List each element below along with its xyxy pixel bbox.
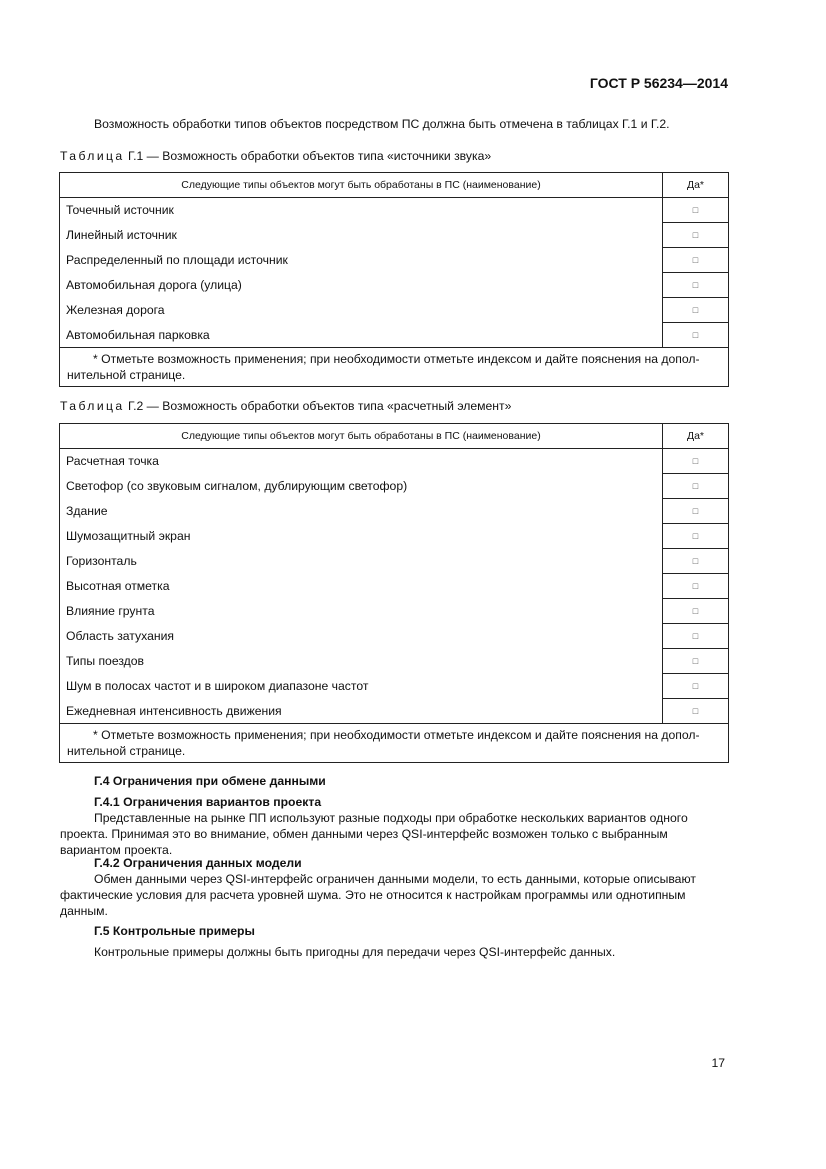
table2-row-name: Светофор (со звуковым сигналом, дублирующим светофор) xyxy=(60,474,663,499)
checkbox-mark[interactable]: □ xyxy=(663,298,729,323)
table-row xyxy=(60,248,729,273)
table1-caption xyxy=(60,149,491,163)
table-row xyxy=(60,273,729,298)
section-g5-title: Г.5 Контрольные примеры xyxy=(94,924,255,938)
table2-row-name: Расчетная точка xyxy=(60,449,663,474)
table1-footnote-line1: * Отметьте возможность применения; при необходимости отметьте индексом и дайте пояснения на допол- xyxy=(93,352,700,366)
table2-row-name: Область затухания xyxy=(60,624,663,649)
table2-col-yes-header: Да* xyxy=(663,424,729,449)
table-row xyxy=(60,223,729,248)
section-g42-paragraph: Обмен данными через QSI-интерфейс ограничен данными модели, то есть данными, которые описывают фактические условия для расчета уровней шума. Это не относится к настройкам программы или однотипным данным. xyxy=(60,872,696,918)
document-code: ГОСТ Р 56234—2014 xyxy=(589,75,728,91)
checkbox-mark[interactable]: □ xyxy=(663,599,729,624)
checkbox-mark[interactable]: □ xyxy=(663,474,729,499)
table2-caption xyxy=(60,399,511,413)
table2-footnote-line1: * Отметьте возможность применения; при необходимости отметьте индексом и дайте пояснения на допол- xyxy=(93,728,700,742)
table2-row-name: Влияние грунта xyxy=(60,599,663,624)
checkbox-mark[interactable]: □ xyxy=(663,699,729,724)
table1-row-name: Автомобильная парковка xyxy=(60,323,663,348)
table-row xyxy=(60,674,729,699)
table1-col-name-header: Следующие типы объектов могут быть обработаны в ПС (наименование) xyxy=(60,173,663,198)
page-number: 17 xyxy=(711,1056,725,1070)
table-row xyxy=(60,298,729,323)
section-g42-title: Г.4.2 Ограничения данных модели xyxy=(94,856,302,870)
table-row xyxy=(60,524,729,549)
checkbox-mark[interactable]: □ xyxy=(663,248,729,273)
table-row xyxy=(60,624,729,649)
table1-row-name: Автомобильная дорога (улица) xyxy=(60,273,663,298)
table-row xyxy=(60,474,729,499)
section-g4-title: Г.4 Ограничения при обмене данными xyxy=(94,774,326,788)
section-g41-title: Г.4.1 Ограничения вариантов проекта xyxy=(94,795,322,809)
table1-row-name: Точечный источник xyxy=(60,198,663,223)
table-row xyxy=(60,699,729,724)
table2-caption-title: Г.2 — Возможность обработки объектов типа «расчетный элемент» xyxy=(124,399,512,413)
checkbox-mark[interactable]: □ xyxy=(663,198,729,223)
table-row xyxy=(60,599,729,624)
checkbox-mark[interactable]: □ xyxy=(663,574,729,599)
table2-row-name: Ежедневная интенсивность движения xyxy=(60,699,663,724)
table2-row-name: Высотная отметка xyxy=(60,574,663,599)
table-g1 xyxy=(59,172,729,387)
checkbox-mark[interactable]: □ xyxy=(663,524,729,549)
table-row xyxy=(60,499,729,524)
table1-caption-title: Г.1 — Возможность обработки объектов типа «источники звука» xyxy=(124,149,492,163)
table2-row-name: Шумозащитный экран xyxy=(60,524,663,549)
table2-row-name: Горизонталь xyxy=(60,549,663,574)
table2-col-name-header: Следующие типы объектов могут быть обработаны в ПС (наименование) xyxy=(60,424,663,449)
table-row xyxy=(60,198,729,223)
section-g5-paragraph: Контрольные примеры должны быть пригодны для передачи через QSI-интерфейс данных. xyxy=(94,945,616,959)
table1-footnote xyxy=(60,348,729,387)
checkbox-mark[interactable]: □ xyxy=(663,624,729,649)
intro-paragraph: Возможность обработки типов объектов посредством ПС должна быть отмечена в таблицах Г.1 и Г.2. xyxy=(94,117,670,131)
table-row xyxy=(60,323,729,348)
checkbox-mark[interactable]: □ xyxy=(663,649,729,674)
checkbox-mark[interactable]: □ xyxy=(663,323,729,348)
table2-footnote xyxy=(60,724,729,763)
table2-row-name: Типы поездов xyxy=(60,649,663,674)
table2-row-name: Здание xyxy=(60,499,663,524)
table-row xyxy=(60,649,729,674)
checkbox-mark[interactable]: □ xyxy=(663,449,729,474)
table2-caption-prefix: Таблица xyxy=(60,399,125,413)
table-row xyxy=(60,449,729,474)
table2-row-name: Шум в полосах частот и в широком диапазоне частот xyxy=(60,674,663,699)
checkbox-mark[interactable]: □ xyxy=(663,223,729,248)
section-g41-paragraph: Представленные на рынке ПП используют разные подходы при обработке нескольких вариантов одного проекта. Принимая это во внимание, обмен данными через QSI-интерфейс возможен только с выбранным вариантом проекта. xyxy=(60,811,688,857)
table1-row-name: Распределенный по площади источник xyxy=(60,248,663,273)
checkbox-mark[interactable]: □ xyxy=(663,674,729,699)
checkbox-mark[interactable]: □ xyxy=(663,499,729,524)
table2-footnote-line2: нительной странице. xyxy=(67,744,186,758)
table1-row-name: Железная дорога xyxy=(60,298,663,323)
checkbox-mark[interactable]: □ xyxy=(663,273,729,298)
table1-row-name: Линейный источник xyxy=(60,223,663,248)
table-row xyxy=(60,549,729,574)
checkbox-mark[interactable]: □ xyxy=(663,549,729,574)
table1-caption-prefix: Таблица xyxy=(60,149,125,163)
table-row xyxy=(60,574,729,599)
table1-footnote-line2: нительной странице. xyxy=(67,368,186,382)
table-g2 xyxy=(59,423,729,763)
table1-col-yes-header: Да* xyxy=(663,173,729,198)
